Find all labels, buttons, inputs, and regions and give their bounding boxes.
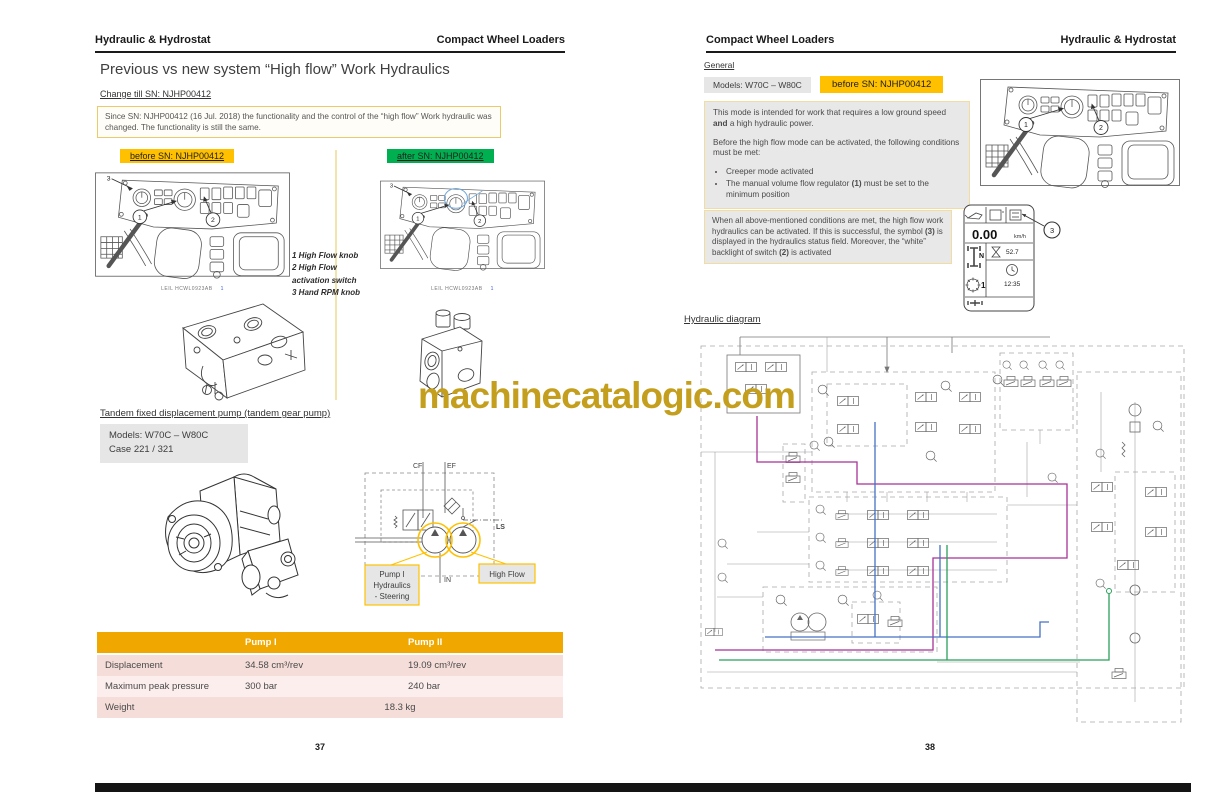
section-tandem-pump: Tandem fixed displacement pump (tandem gear pump) <box>100 408 331 419</box>
time-value: 12:35 <box>1004 281 1021 288</box>
table-row: Weight 18.3 kg <box>97 697 563 718</box>
in-label: IN <box>444 577 451 584</box>
activation-note-box: When all above-mentioned conditions are met, the high flow work hydraulics can be activated. If this is successful, the symbol (3) is displayed in the hydraulics status field. Moreover, the “white” backlight of switch (2) is activated <box>704 210 952 264</box>
models-box: Models: W70C – W80C Case 221 / 321 <box>100 424 248 463</box>
blue-line <box>765 422 1049 637</box>
panel-callout-3: 3 <box>106 175 111 183</box>
cf-label: CF <box>413 463 423 470</box>
before-panel-caption: LEIL HCWL0923AB 1 <box>161 286 224 292</box>
intro-paragraph: This mode is intended for work that requires a low ground speed and a high hydraulic power. <box>713 108 947 128</box>
before-panel-figure <box>95 168 290 284</box>
condition-item: • The manual volume flow regulator (1) must be set to the minimum position <box>726 179 961 201</box>
section-hydraulic-diagram: Hydraulic diagram <box>684 314 761 325</box>
before-sn-label-right: before SN: NJHP00412 <box>820 76 943 93</box>
pump1-box-line2: Hydraulics <box>373 581 411 590</box>
after-panel-caption: LEIL HCWL0923AB 1 <box>431 286 494 292</box>
header-pump1: Pump I <box>237 632 400 654</box>
conditions-list <box>713 167 961 200</box>
pump1-box-line3: - Steering <box>374 592 410 601</box>
after-panel-figure <box>380 168 545 284</box>
header-empty <box>97 632 237 654</box>
left-header-right: Compact Wheel Loaders <box>436 34 565 46</box>
status-display-figure <box>962 202 1070 314</box>
sn-change-note: Since SN: NJHP00412 (16 Jul. 2018) the functionality and the control of the “high flow” Work hydraulic was changed. The functionality is still the same. <box>97 106 501 138</box>
section-change-till-sn: Change till SN: NJHP00412 <box>100 89 212 99</box>
table-row: Displacement 34.58 cm³/rev 19.09 cm³/rev <box>97 654 563 676</box>
section-general: General <box>704 60 735 70</box>
ls-label: LS <box>496 524 505 531</box>
watermark: machinecatalogic.com <box>418 375 795 416</box>
tandem-pump-drawing <box>148 455 328 623</box>
models-label: Models: W70C – W80C <box>704 77 811 93</box>
hours-value: 52.7 <box>1006 249 1019 256</box>
left-header-rule <box>95 51 565 53</box>
right-header-right: Hydraulic & Hydrostat <box>1060 34 1176 46</box>
table-row: Maximum peak pressure 300 bar 240 bar <box>97 676 563 697</box>
page-title: Previous vs new system “High flow” Work Hydraulics <box>100 61 450 78</box>
bottom-bar <box>95 783 1191 792</box>
gear-value: N <box>979 253 985 260</box>
display-callout-3: 3 <box>1050 226 1055 235</box>
table-header-row <box>97 632 563 654</box>
right-page-header <box>706 34 1176 46</box>
magenta-line <box>715 416 1067 650</box>
ef-label: EF <box>447 463 456 470</box>
figure-legend: 1 High Flow knob 2 High Flow activation switch 3 Hand RPM knob <box>292 251 361 298</box>
condition-item: • Creeper mode activated <box>726 167 961 178</box>
conditions-paragraph: Before the high flow mode can be activated, the following conditions must be met: <box>713 137 960 158</box>
speed-value: 0.00 <box>972 227 998 242</box>
pump-schematic <box>355 458 555 610</box>
panel-callout-2: 2 <box>478 218 482 225</box>
before-sn-label: before SN: NJHP00412 <box>120 149 234 163</box>
panel-callout-2: 2 <box>1099 125 1103 133</box>
highflow-box: High Flow <box>489 570 525 579</box>
panel-callout-1: 1 <box>416 216 420 223</box>
speed-unit: km/h <box>1014 234 1026 240</box>
panel-callout-1: 1 <box>137 214 142 222</box>
right-header-left: Compact Wheel Loaders <box>706 34 835 46</box>
right-header-rule <box>706 51 1176 53</box>
after-sn-label: after SN: NJHP00412 <box>387 149 494 163</box>
mode-intro-box <box>704 101 970 209</box>
right-page-number: 38 <box>924 742 935 752</box>
left-page-header <box>95 34 565 46</box>
pump-spec-table <box>97 632 563 718</box>
panel-callout-2: 2 <box>211 217 215 225</box>
panel-callout-1: 1 <box>1024 122 1028 130</box>
mode-value: 1 <box>981 281 986 290</box>
right-panel-figure <box>980 64 1180 204</box>
panel-callout-3: 3 <box>389 183 394 190</box>
left-header-left: Hydraulic & Hydrostat <box>95 34 211 46</box>
pump1-box-line1: Pump I <box>379 570 405 579</box>
header-pump2: Pump II <box>400 632 563 654</box>
left-page-number: 37 <box>314 742 325 752</box>
manifold-block-drawing <box>145 298 310 410</box>
